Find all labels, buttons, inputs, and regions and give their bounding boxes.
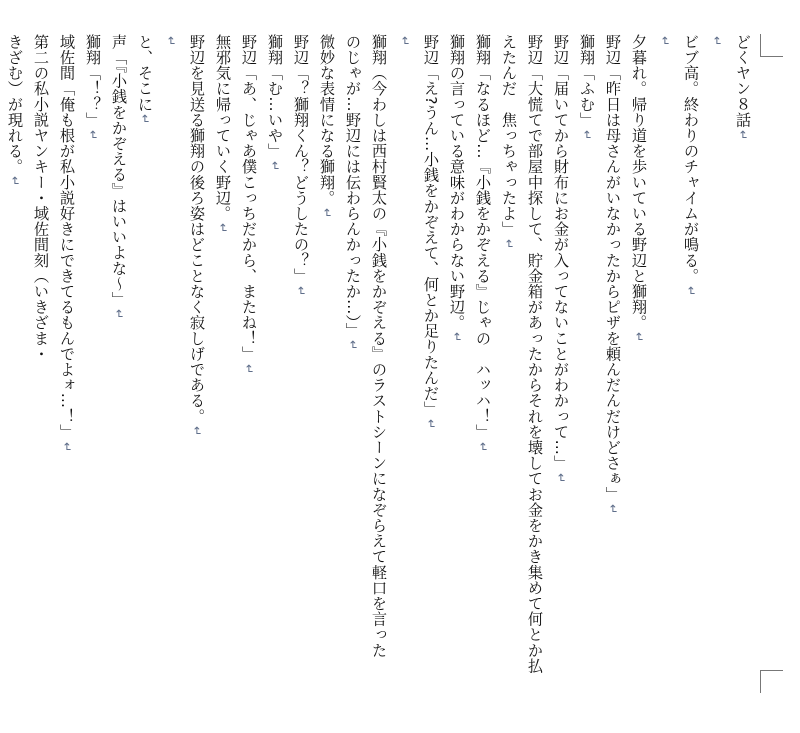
line-text: きざむ）が現れる。 xyxy=(6,34,24,175)
text-line xyxy=(497,34,521,249)
line-text: 獅翔「む…いや」 xyxy=(266,34,284,159)
text-line xyxy=(263,34,287,171)
paragraph-mark-icon: ↵ xyxy=(502,238,516,250)
paragraph-mark-icon: ↵ xyxy=(216,223,230,234)
paragraph-mark-icon: ↵ xyxy=(424,418,438,430)
text-line xyxy=(549,34,573,483)
line-text: 野辺「昨日は母さんがいなかったからピザを頼んだんだけどさぁ」 xyxy=(604,34,622,502)
paragraph-mark-icon: ↵ xyxy=(164,36,178,47)
text-line xyxy=(3,34,27,187)
paragraph-mark-icon: ↵ xyxy=(554,472,568,484)
line-text: 野辺「大慌てで部屋中探して、貯金箱があったからそれを壊してお金をかき集めて何とか払 xyxy=(526,34,544,674)
line-text: 獅翔「なるほど…『小銭をかぞえる』じゃの ハッハ！」 xyxy=(474,34,492,440)
line-text: 野辺を見送る獅翔の後ろ姿はどことなく寂しげである。 xyxy=(188,34,206,424)
paragraph-mark-icon: ↵ xyxy=(320,207,334,219)
line-text: 獅翔の言っている意味がわからない野辺。 xyxy=(448,34,466,331)
line-text: と、そこに xyxy=(136,34,154,112)
line-text: 野辺「届いてから財布にお金が入ってないことがわかって…」 xyxy=(552,34,570,471)
line-text: 微妙な表情になる獅翔。 xyxy=(318,34,336,206)
paragraph-mark-icon: ↵ xyxy=(8,176,22,187)
line-text: 野辺「？獅翔くん？どうしたの？」 xyxy=(292,34,310,284)
paragraph-mark-icon: ↵ xyxy=(138,114,152,125)
margin-corner-top-right xyxy=(760,34,783,57)
text-line xyxy=(107,34,131,320)
paragraph-mark-icon: ↵ xyxy=(580,129,594,141)
text-line xyxy=(237,34,261,374)
line-text: 獅翔（今わしは西村賢太の『小銭をかぞえる』のラストシーンになぞらえて軽口を言った xyxy=(370,34,388,658)
paragraph-mark-icon: ↵ xyxy=(684,285,698,297)
text-line xyxy=(29,34,53,364)
text-line xyxy=(731,34,755,140)
paragraph-mark-icon: ↵ xyxy=(242,363,256,375)
paragraph-mark-icon: ↵ xyxy=(632,332,646,343)
line-text: 第二の私小説ヤンキー・域佐間刻（いきざま・ xyxy=(32,34,50,362)
text-line xyxy=(211,34,235,234)
line-text: ビブ高。終わりのチャイムが鳴る。 xyxy=(682,34,700,284)
text-line xyxy=(653,34,677,46)
text-line xyxy=(601,34,625,514)
text-line xyxy=(679,34,703,296)
text-line xyxy=(289,34,313,296)
text-line xyxy=(159,34,183,46)
paragraph-mark-icon: ↵ xyxy=(268,160,282,172)
text-line xyxy=(575,34,599,140)
line-text: 獅翔「ふむ」 xyxy=(578,34,596,128)
text-line xyxy=(705,34,729,46)
text-line xyxy=(393,34,417,46)
paragraph-mark-icon: ↵ xyxy=(294,285,308,297)
paragraph-mark-icon: ↵ xyxy=(398,36,412,47)
paragraph-mark-icon: ↵ xyxy=(346,340,360,351)
text-line xyxy=(315,34,339,218)
paragraph-mark-icon: ↵ xyxy=(112,309,126,320)
line-text: 無邪気に帰っていく野辺。 xyxy=(214,34,232,222)
text-line xyxy=(55,34,79,452)
text-line xyxy=(523,34,547,676)
line-text: どくヤン８話 xyxy=(734,34,752,128)
line-text: のじゃが…野辺には伝わらんかったか…）」 xyxy=(344,34,362,339)
text-line xyxy=(627,34,651,343)
text-line xyxy=(367,34,391,660)
line-text: 野辺「あ、じゃあ僕こっちだから、またね！」 xyxy=(240,34,258,362)
paragraph-mark-icon: ↵ xyxy=(86,129,100,141)
paragraph-mark-icon: ↵ xyxy=(476,441,490,453)
paragraph-mark-icon: ↵ xyxy=(450,332,464,343)
text-line xyxy=(185,34,209,436)
paragraph-mark-icon: ↵ xyxy=(736,129,750,141)
paragraph-mark-icon: ↵ xyxy=(710,36,724,47)
line-text: 域佐間「俺も根が私小説好きにできてるもんでよォ…！」 xyxy=(58,34,76,440)
paragraph-mark-icon: ↵ xyxy=(60,441,74,453)
margin-corner-bottom-right xyxy=(760,670,783,693)
line-text: 夕暮れ。帰り道を歩いている野辺と獅翔。 xyxy=(630,34,648,331)
line-text: えたんだ 焦っちゃったよ」 xyxy=(500,34,518,237)
line-text: 獅翔「！？」 xyxy=(84,34,102,128)
paragraph-mark-icon: ↵ xyxy=(658,36,672,47)
line-text: 声「『小銭をかぞえる』はいいよな～」 xyxy=(110,34,128,308)
paragraph-mark-icon: ↵ xyxy=(606,504,620,515)
text-line xyxy=(81,34,105,140)
text-line xyxy=(471,34,495,452)
text-line xyxy=(133,34,157,124)
paragraph-mark-icon: ↵ xyxy=(190,426,204,437)
text-line xyxy=(419,34,443,429)
line-text: 野辺「え?うん…小銭をかぞえて、何とか足りたんだ」 xyxy=(422,34,440,417)
text-line xyxy=(341,34,365,351)
text-line xyxy=(445,34,469,343)
